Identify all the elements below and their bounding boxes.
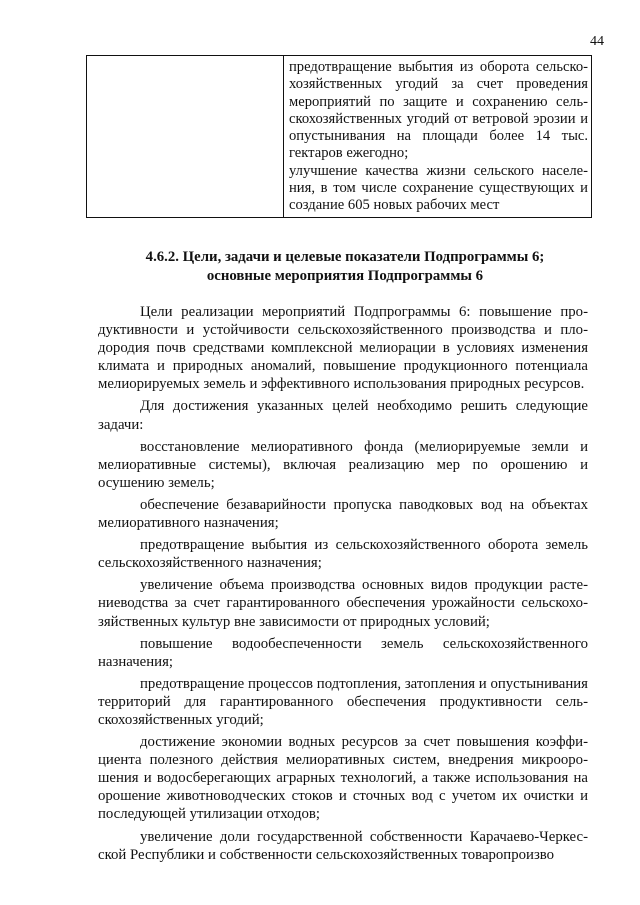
table-right-cell [284,56,592,218]
task-item: предотвращение процессов подтопления, затопления и опустынивания территорий для гарантированного обеспечения продуктивности сельскохозяйственных угодий; [98,675,588,728]
task-item: увеличение объема производства основных видов продукции растениеводства за счет гарантированного обеспечения урожайности сельскохозяйственных культур вне зависимости от природных условий; [98,577,588,630]
task-item: обеспечение безаварийности пропуска паводковых вод на объектах мелиоративного назначения; [98,496,588,532]
page-number: 44 [590,34,604,49]
heading-line-1: 4.6.2. Цели, задачи и целевые показатели Подпрограммы 6; [145,249,545,265]
continuation-table [86,55,592,218]
section-heading [100,248,590,286]
table-left-cell [87,56,284,218]
task-item: увеличение доли государственной собственности Карачаево-Черкесской Республики и собственности сельскохозяйственных товаропроизво [98,828,588,863]
expected-result-item: улучшение качества жизни сельского населения, в том числе сохранение существующих и создание 605 новых рабочих мест [289,162,588,214]
task-item: восстановление мелиоративного фонда (мелиорируемые земли и мелиоративные системы), включая реализацию мер по орошению и осушению земель; [98,438,588,491]
table-row [87,56,592,218]
expected-result-item: предотвращение выбытия из оборота сельскохозяйственных угодий за счет проведения мероприятий по защите и сохранению сельскохозяйственных угодий от ветровой эрозии и опустынивания на площади более 14 тыс. гектаров ежегодно; [289,59,588,162]
heading-line-2: основные мероприятия Подпрограммы 6 [206,268,484,284]
task-item: повышение водообеспеченности земель сельскохозяйственного назначения; [98,635,588,670]
tasks-intro-paragraph: Для достижения указанных целей необходимо решить следующие задачи: [98,398,588,433]
task-item: предотвращение выбытия из сельскохозяйственного оборота земель сельскохозяйственного назначения; [98,537,588,572]
goals-paragraph: Цели реализации мероприятий Подпрограммы 6: повышение продуктивности и устойчивости сельскохозяйственного производства и плодородия почв средствами комплексной мелиорации в условиях изменения климата и природных аномалий, повышение продукционного потенциала мелиорируемых земель и эффективного использования природных ресурсов. [98,304,588,393]
body-text [98,303,588,868]
task-item: достижение экономии водных ресурсов за счет повышения коэффициента полезного действия мелиоративных систем, внедрения микроорошения и водосберегающих аграрных технологий, а также использования на орошение животноводческих стоков и сточных вод с учетом их очистки и последующей утилизации отходов; [98,734,588,823]
